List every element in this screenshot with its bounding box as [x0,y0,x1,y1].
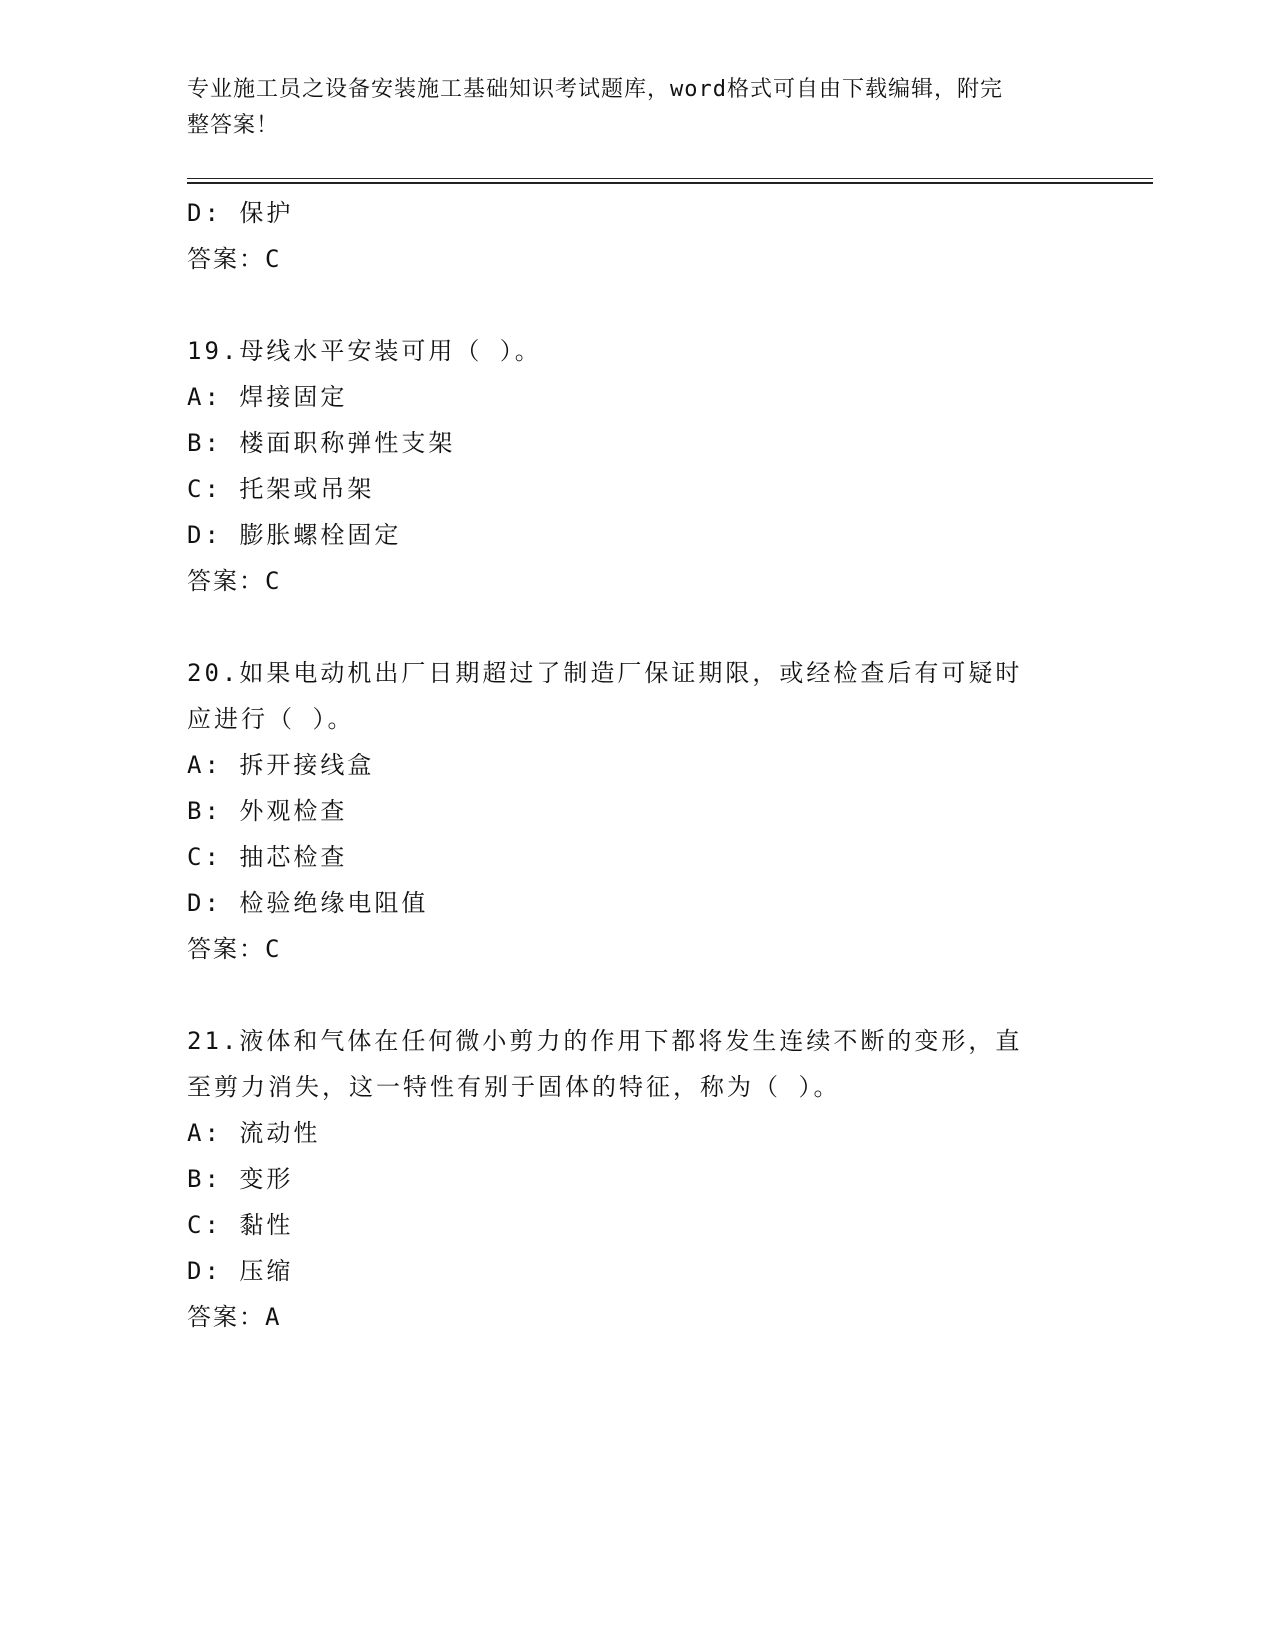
option-d: D: 保护 [187,199,294,227]
option-d: D: 膨胀螺栓固定 [187,521,402,549]
question-19 [187,328,1087,604]
option-d: D: 压缩 [187,1257,294,1285]
question-20 [187,650,1087,972]
answer-line: 答案：A [187,1303,282,1331]
option-d: D: 检验绝缘电阻值 [187,889,429,917]
option-a: A: 流动性 [187,1119,321,1147]
option-c: C: 托架或吊架 [187,475,375,503]
header-line-1: 专业施工员之设备安装施工基础知识考试题库，word格式可自由下载编辑，附完 [187,77,1003,102]
option-a: A: 焊接固定 [187,383,348,411]
question-text-line-1: 20.如果电动机出厂日期超过了制造厂保证期限，或经检查后有可疑时 [187,659,1023,687]
previous-question-tail [187,190,1087,282]
spacer [187,282,1087,328]
spacer [187,972,1087,1018]
option-b: B: 楼面职称弹性支架 [187,429,456,457]
question-text-line-1: 21.液体和气体在任何微小剪力的作用下都将发生连续不断的变形，直 [187,1027,1023,1055]
question-list [187,190,1087,1340]
answer-line: 答案：C [187,245,282,273]
question-text-line-2: 至剪力消失，这一特性有别于固体的特征，称为（ ）。 [187,1073,841,1101]
question-text: 19.母线水平安装可用（ ）。 [187,337,542,365]
option-b: B: 外观检查 [187,797,348,825]
option-a: A: 拆开接线盒 [187,751,375,779]
question-text-line-2: 应进行（ ）。 [187,705,355,733]
header-divider [187,178,1153,179]
option-c: C: 抽芯检查 [187,843,348,871]
option-c: C: 黏性 [187,1211,294,1239]
answer-line: 答案：C [187,935,282,963]
answer-line: 答案：C [187,567,282,595]
header-line-2: 整答案！ [187,113,280,138]
spacer [187,604,1087,650]
option-b: B: 变形 [187,1165,294,1193]
header-divider-thick [187,182,1153,184]
question-21 [187,1018,1087,1340]
document-header [187,72,1087,144]
